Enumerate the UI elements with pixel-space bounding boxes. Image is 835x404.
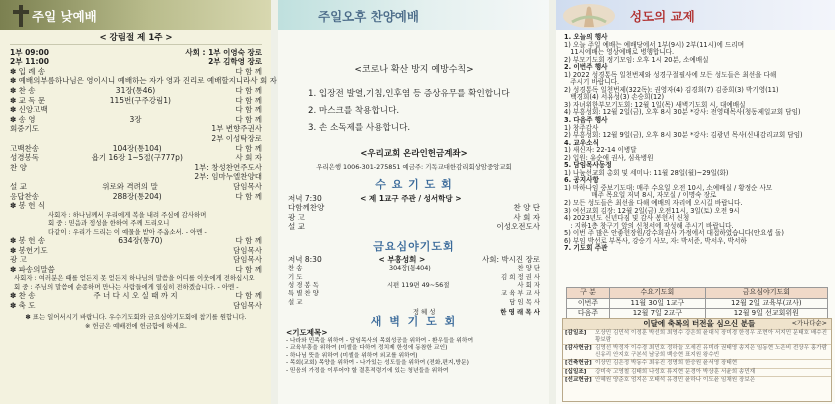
section-heading: 1. 오늘의 행사 [564,33,608,41]
blessing-row [563,344,831,359]
order-leader: 담 임 목 사 [509,297,540,306]
time-left: 2부 11:00 [10,57,49,67]
order-row [10,291,262,301]
order-detail [10,134,211,144]
order-name: 성 경 봉 독 [288,281,319,289]
order-leader: 찬 양 단 [517,264,540,273]
order-row [10,115,262,125]
order-detail [55,265,236,275]
online-account: 우리은행 1006-301-275851 예금주: 기독교대한감리회상암중앙교회 [316,162,512,171]
order-leader: 다 함 께 [235,143,262,153]
order-leader: 담임목사 [233,245,262,255]
section-line: 1) 마하나임 중보기도대: 매주 수요일 오전 10시, 소예배실 / 황정순 사모 [564,183,773,192]
order-leader: 다 함 께 [235,191,262,201]
order-name: ✽ 찬 송 [10,291,36,301]
friday-prayer [288,242,540,326]
order-leader: 다 함 께 [235,235,262,245]
afternoon-service-header [278,0,549,30]
offering-responsive [10,211,262,236]
blessing-note: <가나다순> [791,319,827,327]
order-detail: 주 너 다 시 오 실 때 까 지 [93,291,178,301]
order-detail: 288장(통204) [112,191,162,201]
corona-list [288,86,540,137]
fri-sub: < 부흥성회 > [378,254,426,264]
blessing-key: [선교헌금] [565,376,592,383]
order-name: ✽ 예배의부름 [10,76,55,86]
order-row [10,301,262,311]
blessing-key: [감사헌금] [565,345,592,351]
order-row [10,163,262,173]
order-name: ✽ 파송의말씀 [10,264,55,274]
order-detail [319,289,501,297]
order-detail [45,201,262,211]
order-items-2 [10,236,262,274]
order-items [10,66,277,211]
wed-name: 다함께찬양 [288,203,325,213]
corona-rules [288,66,540,137]
order-row [10,96,262,106]
order-leader: 담임목사 [233,181,262,191]
wed-row [288,203,540,213]
order-detail: 304장(통404) [389,264,431,273]
blessing-key: [십일조] [565,368,587,375]
wed-leader: 사 회 자 [513,212,540,222]
cross-icon [10,4,32,28]
order-detail: 104장(통104) [112,143,162,153]
order-detail: 3장 [129,114,142,124]
order-name: 특 별 찬 양 [288,289,319,298]
order-name: ✽ 송 영 [10,114,36,124]
order-leader: 담임목사 [233,300,262,310]
order-detail [48,246,233,256]
dawn-right: 한 영 래 목 사 [500,308,540,317]
section-line: 1) 새신자: 22-14 이병달 [564,146,637,155]
host-table [566,287,828,320]
prayer-line: - 하나님 뜻을 위하여 (미셀을 위하여 외교를 위하여) [286,352,418,359]
section-line: 4) 2023년도 신년다짐 및 감사 봉헌서 신청 [564,214,690,223]
order-row [288,298,540,306]
afternoon-service-panel [278,0,549,404]
time-row [10,48,262,58]
order-row [10,182,262,192]
section-heading: 4. 교우소식 [564,138,599,147]
order-name: 광 고 [10,255,27,265]
section-line: 3) 여선교회 김장: 12월 2일(금) 오전11시, 3일(토) 오전 9시 [564,206,740,215]
time-row [10,57,262,67]
time-left: 1부 09:00 [10,47,49,57]
table-row [567,298,828,309]
order-detail [10,172,194,182]
footnote-line: ※ 헌금은 예배전에 헌금함에 하세요. [85,321,187,330]
table-cell: 12월 7일 2교구 [609,309,705,320]
order-name: 회중기도 [10,124,39,134]
section-line: 백경희(4) 서유성(3) 손승희(12) [564,93,665,102]
table-head-row [567,288,828,299]
order-row [10,172,262,182]
blessing-row [563,368,831,376]
sending-line: 사회자 : 여러분은 때를 얻든지 못 얻든지 하나님의 말씀을 어디를 이웃에게 전하십시오 [14,274,255,283]
prayer-title: <기도제목> [286,328,328,337]
order-detail [48,105,236,115]
order-items-3 [10,291,262,310]
advent-subtitle: < 강림절 제 1주 > [10,34,262,45]
wed-row [288,222,540,232]
section-line: 6) 부임 박선로 부목사, 강승기 사모, 자: 박서준, 박서우, 박서하 [564,236,747,245]
order-leader: 1부 변향주권사 [211,124,262,134]
order-leader: 1부: 창성찬연주도사 [194,162,262,172]
order-name: 응답찬송 [10,191,39,201]
time-right: 2부 김학영 장로 [208,57,262,67]
section-line: 3) 자녀위한부모기도회: 12월 1일(목) 새벽기도회 시, 대예배실 [564,100,746,109]
footnote-line: ✽ 표는 일어서시기 바랍니다. 우수기도회와 금요심야기도회에 참기를 원합니다. [25,313,247,322]
afternoon-service-title: 주일오후 찬양예배 [318,9,419,24]
section-line: : 지하1층 창구기 앞의 신청서에 작성해 주시기 바랍니다. [564,221,734,230]
corona-rule: 2. 마스크를 착용합니다. [308,105,400,116]
blessing-rows [563,329,831,384]
sunday-service-panel [0,0,277,404]
sending-line: 회 중 : 주님의 말씀에 순종하며 만나는 사람들에게 열심히 전하겠습니다. - 아멘 - [14,282,239,291]
sunday-service-header [0,0,271,30]
section-line: 1) 2022 성경통독 일천번제와 성경구절필사에 모든 성도들은 최선을 다해 [564,70,777,79]
wed-leader: 찬 양 단 [513,203,540,213]
fellowship-header [556,0,835,30]
dawn-title: 새 벽 기 도 회 [370,314,458,328]
wednesday-prayer [288,180,540,232]
wed-name: 광 고 [288,212,305,222]
order-detail: 욥기 16장 1~5절(구777p) [91,153,183,163]
order-detail [27,255,233,265]
order-leader: 다 함 께 [235,66,262,76]
section-line: 11시에배는 영상예배로 병행합니다. [564,48,675,57]
corona-rule: 1. 입장전 발열,기침,인후염 등 증상유무를 확인합니다 [308,88,510,99]
section-line: 2) 부모기도회 정기모임: 오후 1시 20분, 소예배실 [564,55,709,64]
order-leader: 교 육 부 교 사 [501,289,540,298]
order-leader: 다 함 께 [235,264,262,274]
prayer-topics [286,328,542,376]
order-name: ✽ 봉헌기도 [10,245,48,255]
order-row [10,76,277,86]
sunday-order [10,33,277,330]
order-detail [36,301,233,311]
order-row [10,153,262,163]
order-name: 찬 양 [10,162,27,172]
order-row [10,86,262,96]
order-row [10,192,262,202]
offering-line: 사회자 : 하나님께서 우리에게 복을 내려 주심에 감사하며 [48,210,207,219]
order-leader: 김 희 정 권 사 [501,272,540,281]
order-name: ✽ 신앙고백 [10,105,48,115]
order-leader: 사 회 자 [517,281,540,289]
section-line: 매주 목요일 저녁 8시, 자모실 / 이명숙 장로 [564,191,717,200]
section-line: 1) 창주감사 [564,123,599,132]
order-row [288,273,540,281]
order-leader: 다 함 께 [235,105,262,115]
order-leader: 다 함 께 [235,291,262,301]
fri-leader: 사회: 박시진 장로 [481,254,540,264]
order-leader: 사 회 자 [235,153,262,163]
order-name: ✽ 입 례 송 [10,66,46,76]
table-cell: 12월 9일 선교회위원 [705,309,827,320]
order-row [10,201,262,211]
order-name: 기 도 [288,272,303,281]
blessing-key: [건축헌금] [565,360,592,367]
order-row [288,264,540,272]
order-detail [45,67,235,77]
service-times [10,48,262,67]
blessing-row [563,359,831,367]
order-name: 찬 송 [288,264,303,273]
section-line: 4) 부흥성회: 12월 2일(금), 오후 8시 30분 *강사: 전영태목사(청동제일교회 담임) [564,108,801,117]
table-head-cell: 금요심야기도회 [705,288,827,299]
fri-time: 저녁 8:30 [288,254,322,264]
table-cell: 다음주 [567,309,610,320]
section-heading: 7. 기도회 주관 [564,244,608,253]
prayer-line: - 목회(교회) 목양을 위하여 - 나가있는 성도들을 위하여 (전화,편지,방문) [286,360,469,367]
order-leader: 다 함 께 [235,114,262,124]
order-name: 설 교 [288,297,303,306]
fellowship-panel [556,0,835,404]
section-heading: 6. 공지사항 [564,176,599,185]
order-row [10,265,262,275]
wed-leader: 이성오전도사 [496,222,540,232]
section-heading: 3. 다음주 행사 [564,116,608,125]
fri-title: 금요심야기도회 [373,240,455,253]
corona-title: <코로나 확산 방지 예방수칙> [354,65,474,75]
order-name: ✽ 축 도 [10,300,36,310]
order-detail: 시편 119편 49~56절 [386,281,450,289]
table-head-cell: 구 분 [567,288,610,299]
order-leader: 담임목사 [233,255,262,265]
order-name: ✽ 교 독 문 [10,95,46,105]
order-leader: 2부: 임마누엘찬양대 [194,172,262,182]
table-cell: 이번주 [567,298,610,309]
table-cell: 11월 30일 1교구 [609,298,705,309]
prayer-host-table [566,287,828,320]
blessing-names: 안혜원 양준호 엄지은 오태석 유경민 윤하나 이도윤 임채원 장보은 [595,376,756,383]
order-leader: 2부 이성탁장로 [211,133,262,143]
order-detail: 634장(통70) [118,235,163,245]
order-name: 성경봉독 [10,153,39,163]
order-name: ✽ 봉 헌 송 [10,235,46,245]
order-row [288,289,540,297]
table-head-cell: 수요기도회 [609,288,705,299]
wed-sub: < 제 1교구 주관 / 성서학당 > [360,193,462,203]
corona-rule: 3. 손 소독제를 사용합니다. [308,122,411,133]
order-detail: 115번(구주강림1) [109,95,171,105]
blessing-names: 오상민 김민석 이정훈 박선희 최영수 강은희 윤대식 장미경 한정우 조현아 서지민 문태호 배수진 황보람 [595,329,828,343]
order-row [10,134,262,144]
order-leader: 다 함 께 [235,95,262,105]
announcements [564,34,829,253]
blessing-row [563,376,831,384]
order-row [10,67,262,77]
prayer-line: - 믿음의 가정을 이루어야 할 결혼적령기에 있는 청년들을 위하여 [286,367,449,374]
wed-row [288,213,540,223]
blessing-title: 이달에 축복의 터전을 심으신 분들 [643,319,756,328]
wed-rows [288,203,540,232]
order-name: ✽ 찬 송 [10,85,36,95]
prayer-line: - 교육부흥을 위하여 (미셀을 다하여 정치제 한성에 동참한 교인) [286,345,448,352]
order-leader: 사 회 자 [250,76,277,86]
section-line: 2) 모든 성도들은 최선을 다해 예배의 자리에 오시길 바랍니다. [564,199,743,208]
order-name: ✽ 봉 헌 식 [10,201,46,211]
sunday-service-title: 주일 낮예배 [32,9,97,24]
order-row [10,105,262,115]
order-detail [39,124,211,134]
order-leader: 다 함 께 [235,85,262,95]
section-heading: 5. 담임목사동정 [564,161,612,170]
order-name: 설 교 [10,181,27,191]
prayer-line: - 나라와 민족을 위하여 - 담임목사의 목회성공을 위하여 - 환우들을 위하여 [286,337,474,344]
section-line: 주시기 바랍니다. [564,78,620,87]
order-detail: 위로와 격려의 말 [102,181,158,191]
time-right: 사회 : 1부 이영숙 장로 [185,47,262,57]
blessing-row [563,329,831,344]
fri-rows [288,264,540,306]
order-detail: 하나님은 영이시니 예배하는 자가 영과 진리로 예배할지니라 [54,76,251,86]
section-line: 2) 부흥성회: 12월 9일(금), 오후 8시 30분 *강사: 김광년 목사(신내감리교회 담임) [564,131,803,140]
section-heading: 2. 이번주 행사 [564,63,608,72]
wed-name: 설 교 [288,222,305,232]
offering-line: 회 중 : 믿음과 정성을 한하여 주께 드리오니 [48,219,170,228]
order-detail [302,298,509,306]
order-name: 고백찬송 [10,143,39,153]
offering-line: 다같이 : 우리가 드리는 이 예물을 받아 주옵소서. - 아멘 - [48,227,207,236]
prayer-list [286,338,542,376]
service-footnote [10,313,262,330]
blessing-names: 강미숙 고영철 김태희 나성호 류지현 문경아 박상훈 서윤희 송민재 [595,368,756,375]
order-detail [27,163,194,173]
section-line: 1) 오늘 주일 예배는 예배당에서 1부(9시) 2부(11시)에 드리며 [564,40,745,49]
section-line: 2) 성경통독 일천번제(322독): 권영자(4) 김경희(7) 김종희(3) 박기영(11) [564,85,779,94]
table-cell: 12월 2일 교육부(교사) [705,298,827,309]
order-row [10,255,262,265]
wed-title: 수 요 기 도 회 [375,178,453,191]
order-row [10,246,262,256]
section-line: 5) 이번 주 많은 안좋헌장원/강수희권사 가정에서 대접하였습니다(안요셉 돌) [564,229,784,238]
online-offering [288,150,540,171]
order-row [10,236,262,246]
blessing-names: 김영선 박정자 이수경 최민호 정하늘 오세진 유미라 권태영 송지은 임동현 노은비 전상우 홍가람 신유리 안지호 구본석 남궁희 백승현 표지원 왕수빈 [595,345,828,359]
blessing-box [562,318,832,402]
praying-hands-icon [560,2,618,30]
blessing-names: 이상민 김은정 박동수 최유진 정명희 한승원 윤서영 장태현 [595,360,738,367]
order-detail [302,273,501,281]
sending-responsive [10,274,262,291]
section-line: 1) 나눔선교회 총회 및 세미나: 11월 28일(월)~29일(화) [564,168,729,177]
order-row [10,144,262,154]
order-detail: 31장(통46) [115,85,156,95]
section-line: 2) 입원: 유순애 권사, 심육병원 [564,153,654,162]
wed-time: 저녁 7:30 [288,193,322,203]
fellowship-title: 성도의 교제 [630,9,695,24]
order-row [10,124,262,134]
online-title: <우리교회 온라인헌금계좌> [360,149,468,159]
dawn-label: 정 혜 성 [412,308,436,317]
blessing-key: [감일조] [565,329,587,336]
